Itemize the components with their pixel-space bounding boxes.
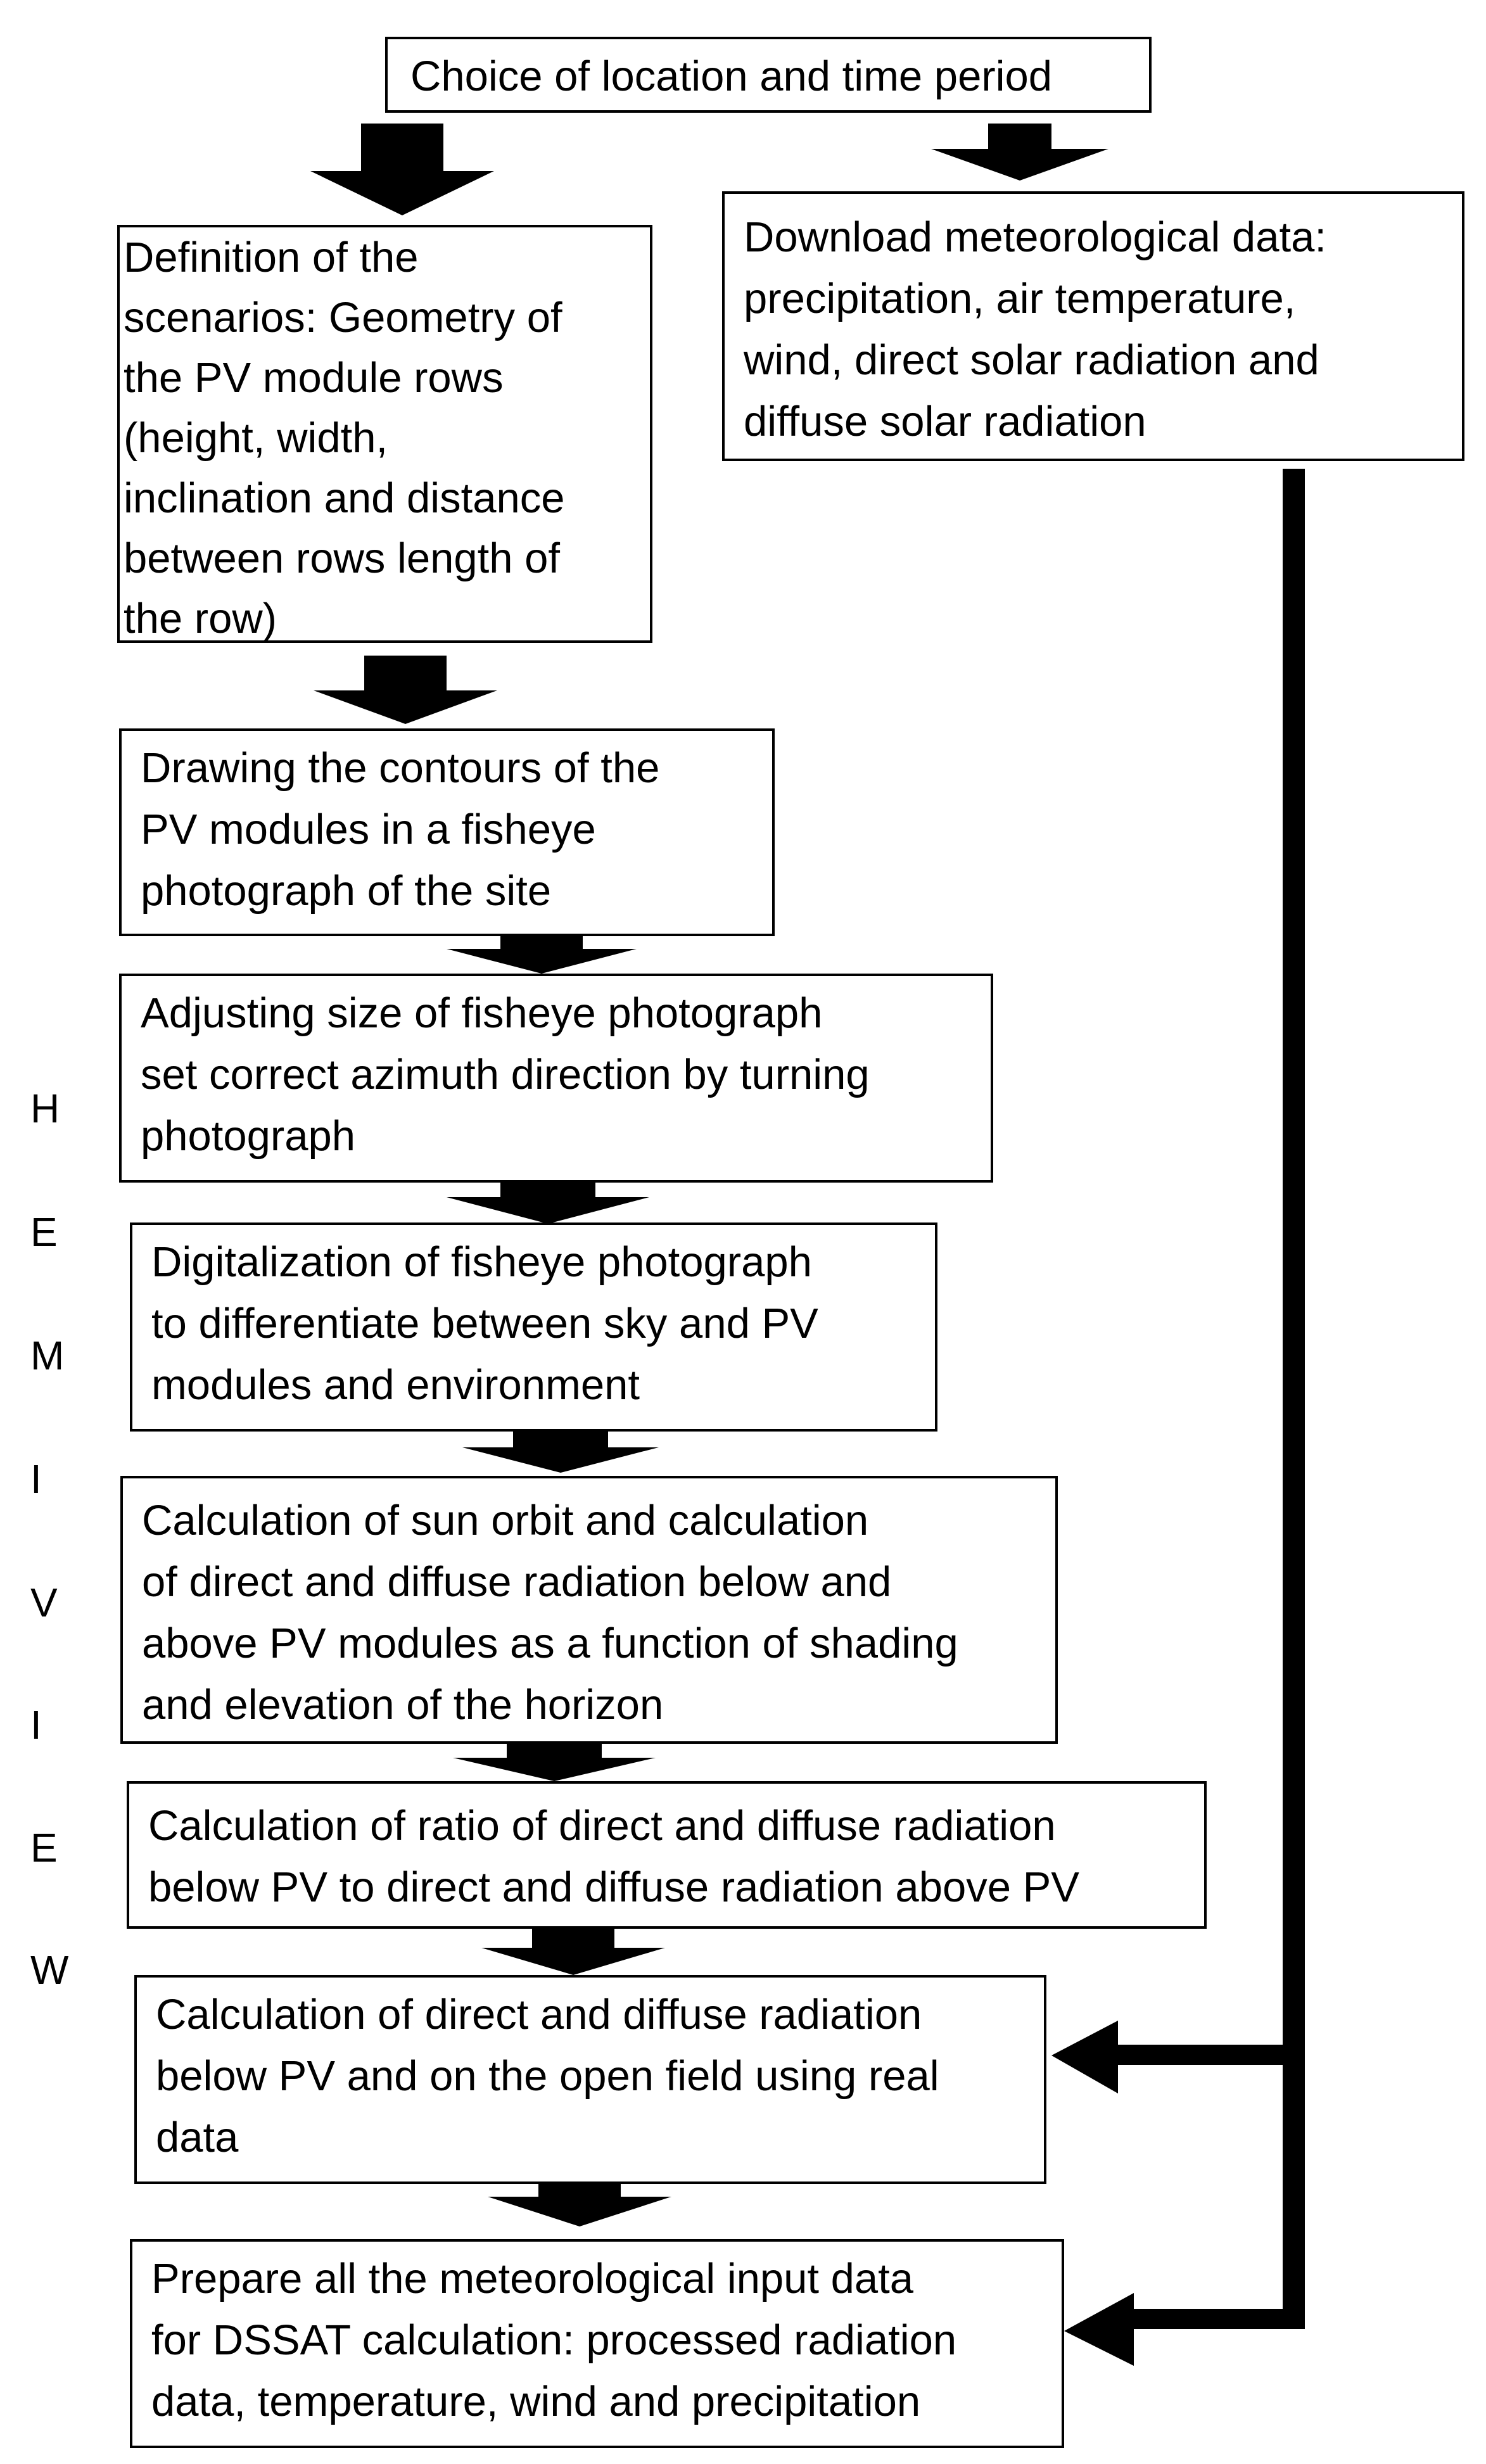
box-line: Calculation of ratio of direct and diffuse radiation	[148, 1802, 1056, 1850]
box-line: Prepare all the meteorological input data	[151, 2255, 914, 2302]
arrow-digitalization-to-sun-orbit	[462, 1432, 659, 1473]
box-line: Drawing the contours of the	[141, 744, 660, 792]
box-line: below PV and on the open field using real	[156, 2052, 939, 2100]
box-line: of direct and diffuse radiation below and	[142, 1558, 892, 1606]
box-line: set correct azimuth direction by turning	[141, 1051, 870, 1098]
box-line: between rows length of	[124, 535, 561, 582]
arrow-definition-to-drawing	[314, 656, 497, 724]
box-sun-orbit-calculation	[120, 1476, 1058, 1744]
arrow-choice-to-definition	[310, 124, 494, 215]
box-line: photograph	[141, 1112, 356, 1160]
feed-arrow-prepare	[1064, 2293, 1134, 2366]
box-line: Definition of the	[124, 234, 419, 281]
box-line: for DSSAT calculation: processed radiation	[151, 2316, 957, 2364]
box-line: wind, direct solar radiation and	[744, 336, 1319, 384]
feed-branch-prepare	[1118, 2309, 1305, 2329]
box-line: diffuse solar radiation	[744, 398, 1146, 445]
box-adjusting-fisheye	[119, 974, 993, 1183]
box-line: Choice of location and time period	[410, 53, 1053, 100]
box-line: Calculation of direct and diffuse radiation	[156, 1991, 922, 2038]
box-line: Adjusting size of fisheye photograph	[141, 989, 823, 1037]
box-real-data-calculation	[134, 1975, 1046, 2184]
arrow-real-data-to-prepare	[488, 2184, 671, 2226]
box-line: modules and environment	[151, 1361, 640, 1409]
box-line: photograph of the site	[141, 867, 552, 915]
arrow-sun-orbit-to-ratio	[453, 1744, 656, 1781]
box-download-meteorological	[722, 191, 1464, 461]
side-label-letter: E	[30, 1825, 58, 1870]
side-label-letter: V	[30, 1580, 58, 1625]
box-line: and elevation of the horizon	[142, 1681, 664, 1729]
side-label-letter: M	[30, 1333, 65, 1378]
arrow-choice-to-download	[931, 124, 1108, 181]
box-line: Calculation of sun orbit and calculation	[142, 1497, 869, 1544]
feed-arrow-real-data	[1051, 2021, 1118, 2093]
side-label-letter: H	[30, 1086, 60, 1131]
box-line: inclination and distance	[124, 474, 565, 522]
box-definition-scenarios	[117, 225, 652, 643]
box-line: scenarios: Geometry of	[124, 294, 562, 341]
box-line: data	[156, 2114, 239, 2161]
download-feed-line	[1283, 469, 1305, 2318]
box-line: above PV modules as a function of shading	[142, 1620, 958, 1667]
side-label-letter: W	[30, 1947, 69, 1993]
box-line: below PV to direct and diffuse radiation above PV	[148, 1864, 1079, 1911]
box-drawing-contours	[119, 728, 775, 936]
box-line: precipitation, air temperature,	[744, 275, 1296, 322]
box-line: the row)	[124, 595, 277, 642]
box-ratio-calculation	[127, 1781, 1207, 1929]
side-label-letter: I	[30, 1456, 42, 1502]
box-line: data, temperature, wind and precipitation	[151, 2378, 921, 2425]
box-line: (height, width,	[124, 414, 388, 462]
arrow-drawing-to-adjusting	[447, 936, 637, 974]
arrow-ratio-to-real-data	[481, 1929, 665, 1975]
box-prepare-dssat-input	[130, 2239, 1064, 2448]
side-label-letter: E	[30, 1209, 58, 1255]
feed-branch-real-data	[1108, 2045, 1295, 2065]
side-label-letter: I	[30, 1702, 42, 1748]
box-choice-location-time	[385, 37, 1152, 113]
box-line: PV modules in a fisheye	[141, 806, 596, 853]
box-line: Download meteorological data:	[744, 213, 1326, 261]
box-line: to differentiate between sky and PV	[151, 1300, 818, 1347]
box-digitalization	[130, 1222, 937, 1432]
box-line: the PV module rows	[124, 354, 504, 402]
box-line: Digitalization of fisheye photograph	[151, 1238, 812, 1286]
arrow-adjusting-to-digitalization	[447, 1183, 649, 1224]
